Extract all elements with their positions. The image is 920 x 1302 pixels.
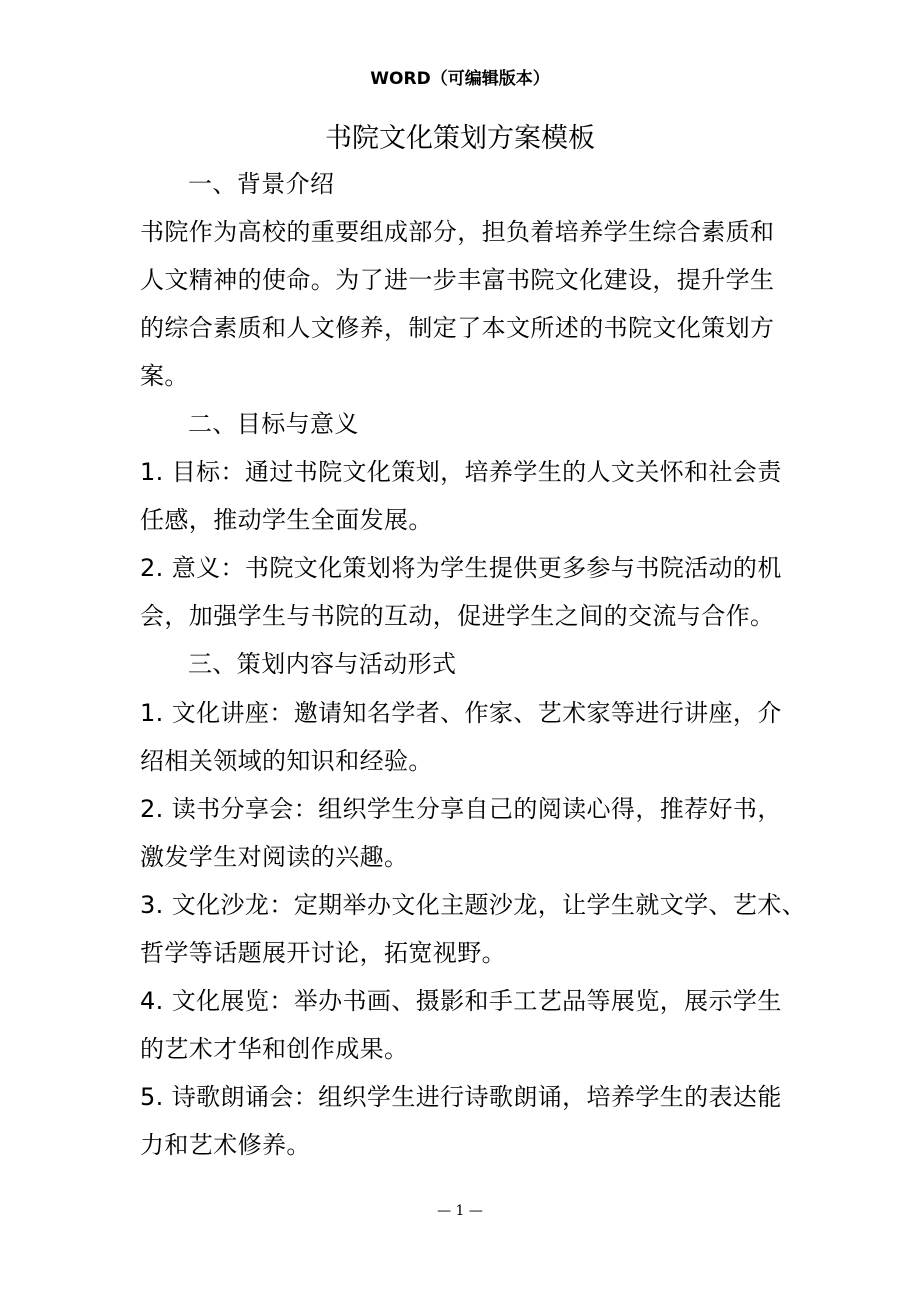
text-line: 力和艺术修养。: [140, 1130, 311, 1159]
section-heading: 一、背景介绍: [188, 170, 335, 198]
text-line: 1. 文化讲座：邀请知名学者、作家、艺术家等进行讲座，介: [140, 698, 782, 727]
text-line: 书院作为高校的重要组成部分，担负着培养学生综合素质和: [140, 218, 775, 247]
text-line: 4. 文化展览：举办书画、摄影和手工艺品等展览，展示学生: [140, 986, 782, 1015]
text-line: 人文精神的使命。为了进一步丰富书院文化建设，提升学生: [140, 266, 775, 295]
text-line: 哲学等话题展开讨论，拓宽视野。: [140, 938, 506, 967]
section-heading: 二、目标与意义: [188, 410, 359, 439]
document-title: 书院文化策划方案模板: [325, 123, 595, 154]
text-line: 案。: [140, 362, 189, 391]
text-line: 5. 诗歌朗诵会：组织学生进行诗歌朗诵，培养学生的表达能: [140, 1082, 782, 1111]
text-line: 绍相关领域的知识和经验。: [140, 746, 433, 775]
text-line: 3. 文化沙龙：定期举办文化主题沙龙，让学生就文学、艺术、: [140, 890, 807, 919]
text-line: 2. 意义：书院文化策划将为学生提供更多参与书院活动的机: [140, 554, 782, 583]
text-line: 激发学生对阅读的兴趣。: [140, 842, 409, 871]
text-line: 会，加强学生与书院的互动，促进学生之间的交流与合作。: [140, 602, 775, 631]
page-number: — 1 —: [437, 1203, 483, 1219]
text-line: 的综合素质和人文修养，制定了本文所述的书院文化策划方: [140, 314, 775, 343]
section-heading: 三、策划内容与活动形式: [188, 650, 457, 679]
document-header: WORD（可编辑版本）: [370, 69, 550, 89]
text-line: 1. 目标：通过书院文化策划，培养学生的人文关怀和社会责: [140, 458, 782, 487]
text-line: 任感，推动学生全面发展。: [140, 506, 433, 535]
document-body: [140, 164, 807, 1173]
text-line: 的艺术才华和创作成果。: [140, 1034, 409, 1063]
text-line: 2. 读书分享会：组织学生分享自己的阅读心得，推荐好书，: [140, 794, 782, 823]
